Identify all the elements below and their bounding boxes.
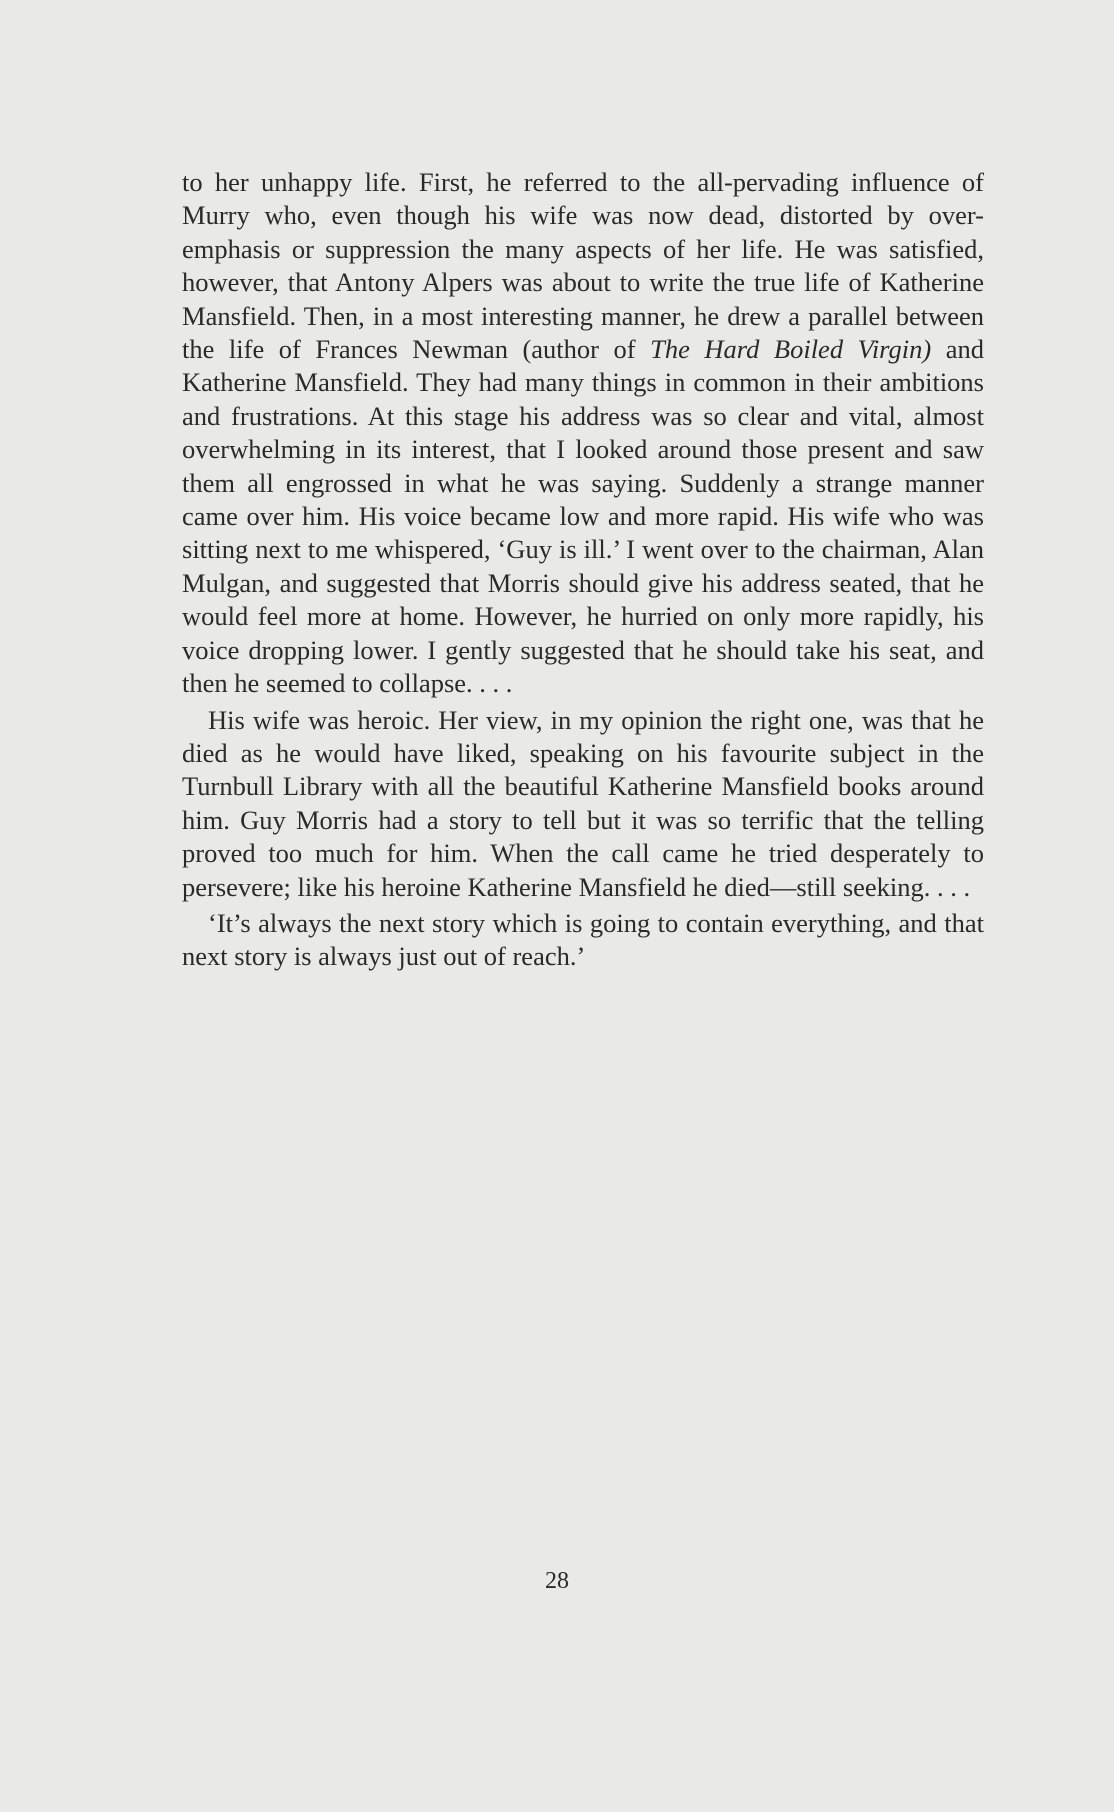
paragraph-1-text-end: and Katherine Mansfield. They had many things in common in their ambitions and frustrations. At this stage his address was so clear and vital, almost overwhelming in its interest, that I looked around those present and saw them all engrossed in what he was saying. Suddenly a strange manner came over him. His voice became low and more rapid. His wife who was sitting next to me whispered, ‘Guy is ill.’ I went over to the chairman, Alan Mulgan, and suggested that Morris should give his address seated, that he would feel more at home. However, he hurried on only more rapidly, his voice dropping lower. I gently suggested that he should take his seat, and then he seemed to collapse. . . . — [182, 334, 984, 699]
body-text — [182, 166, 984, 974]
page-number: 28 — [545, 1568, 569, 1594]
paragraph-2: His wife was heroic. Her view, in my opinion the right one, was that he died as he would have liked, speaking on his favourite subject in the Turnbull Library with all the beautiful Katherine Mansfield books around him. Guy Morris had a story to tell but it was so terrific that the telling proved too much for him. When the call came he tried desperately to persevere; like his heroine Katherine Mansfield he died—still seeking. . . . — [182, 704, 984, 902]
book-title: The Hard Boiled Virgin) — [650, 334, 932, 365]
paragraph-1 — [182, 166, 984, 701]
paragraph-1-text-start: to her unhappy life. First, he referred to the all-pervading influence of Murry who, even though his wife was now dead, distorted by over-emphasis or suppression the many aspects of her life. He was satisfied, however, that Antony Alpers was about to write the true life of Katherine Mansfield. Then, in a most interesting manner, he drew a parallel between the life of Frances Newman (author of — [182, 167, 984, 365]
paragraph-3-quotation: ‘It’s always the next story which is going to contain everything, and that next story is always just out of reach.’ — [182, 907, 984, 972]
